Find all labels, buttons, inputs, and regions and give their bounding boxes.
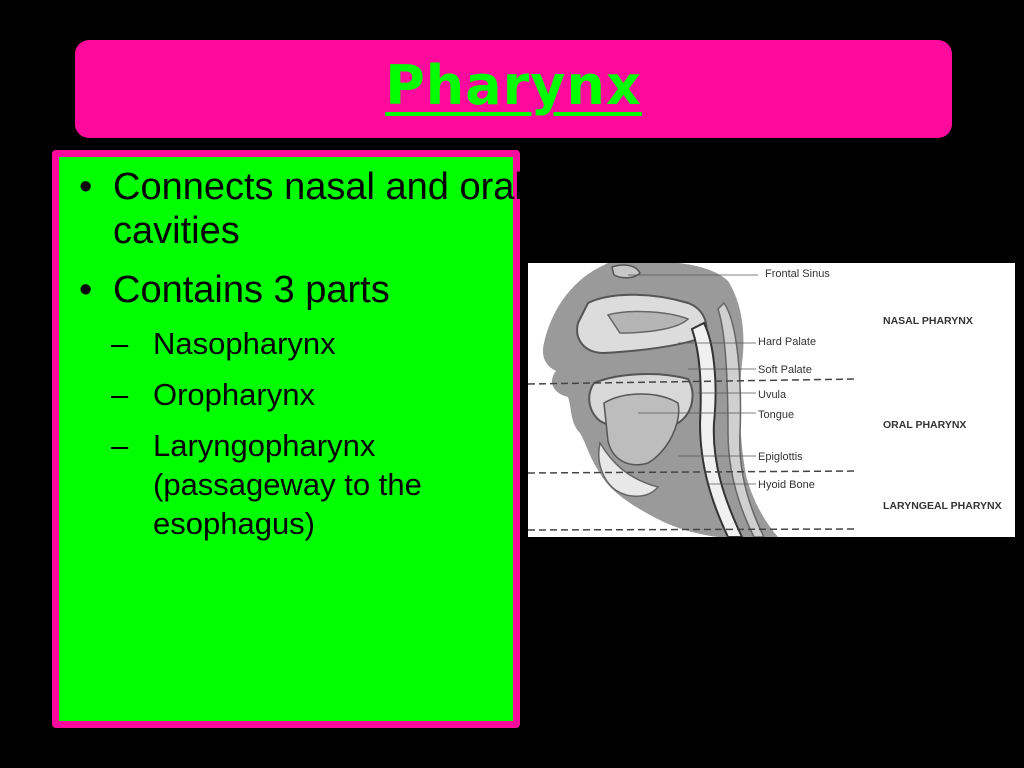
bullet-dot: • — [79, 269, 93, 311]
pharynx-diagram — [528, 263, 1015, 537]
dash-marker: – — [111, 377, 129, 412]
anatomy-illustration — [528, 263, 1015, 537]
sub-bullet-text: Oropharynx — [153, 377, 315, 412]
region-oral-pharynx: ORAL PHARYNX — [883, 419, 967, 431]
sub-bullet-text: Nasopharynx — [153, 326, 336, 361]
bullet-item — [73, 268, 523, 543]
bullet-text: Connects nasal and oral cavities — [113, 166, 523, 252]
region-laryngeal-pharynx: LARYNGEAL PHARYNX — [883, 500, 1002, 512]
sub-bullet-text: Laryngopharynx (passageway to the esophagus) — [153, 428, 422, 541]
bullet-dot: • — [79, 166, 93, 208]
label-tongue: Tongue — [758, 409, 795, 421]
title-bar — [75, 40, 952, 138]
content-panel — [59, 157, 523, 721]
label-hyoid-bone: Hyoid Bone — [758, 479, 815, 491]
sub-bullet-item — [111, 426, 523, 543]
region-nasal-pharynx: NASAL PHARYNX — [883, 315, 973, 327]
label-frontal-sinus: Frontal Sinus — [765, 268, 830, 280]
label-uvula: Uvula — [758, 389, 787, 401]
content-box — [52, 150, 523, 728]
label-soft-palate: Soft Palate — [758, 364, 812, 376]
bullet-text: Contains 3 parts — [113, 269, 390, 311]
sub-bullet-item — [111, 375, 523, 414]
label-epiglottis: Epiglottis — [758, 451, 803, 463]
sub-bullet-list — [111, 324, 523, 543]
bullet-list — [73, 165, 523, 558]
sub-bullet-item — [111, 324, 523, 363]
dash-marker: – — [111, 428, 129, 463]
label-hard-palate: Hard Palate — [758, 336, 817, 348]
slide-title: Pharynx — [385, 53, 642, 117]
bullet-item — [73, 165, 523, 253]
dash-marker: – — [111, 326, 129, 361]
